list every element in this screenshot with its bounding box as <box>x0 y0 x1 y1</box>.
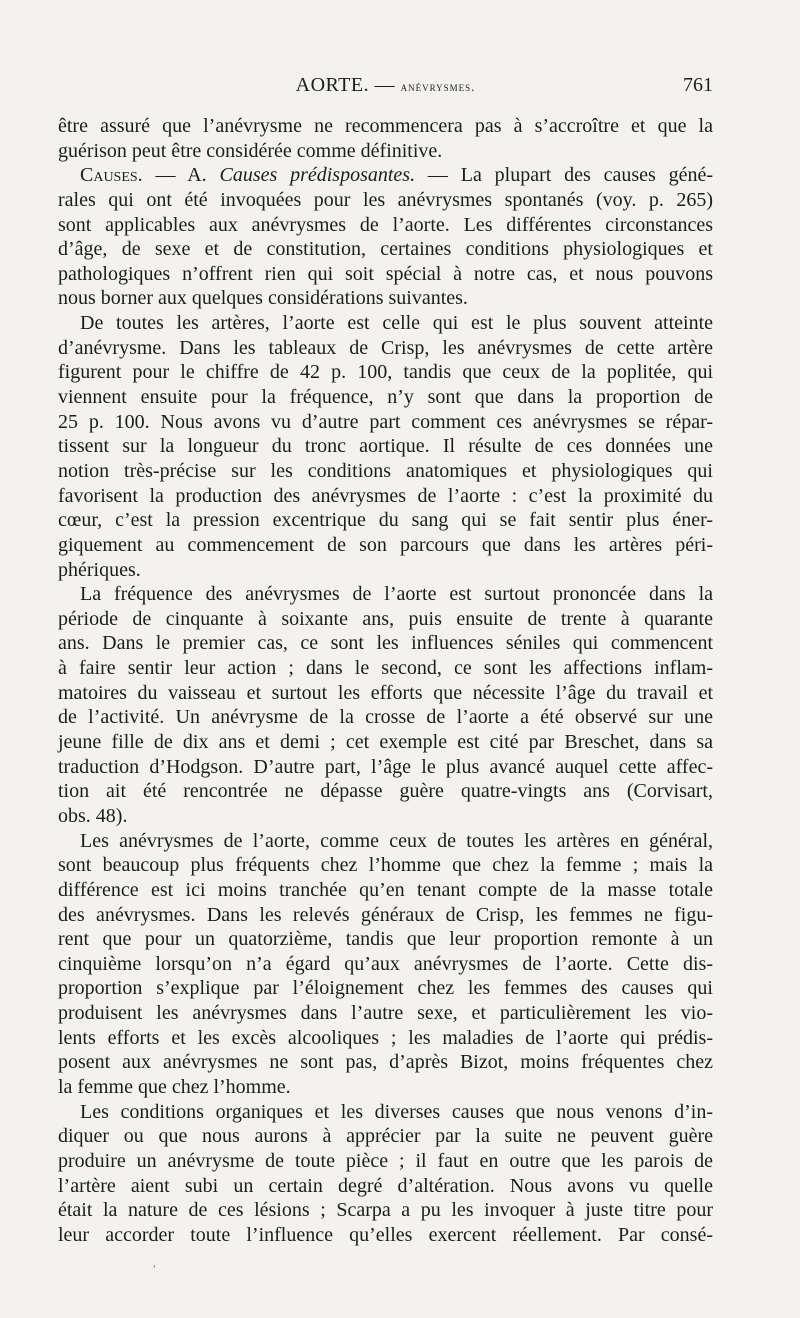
text-line: Les conditions organiques et les diverses causes que nous venons d’in- <box>80 1100 713 1123</box>
text-line: traduction d’Hodgson. D’autre part, l’âge le plus avancé auquel cette affec- <box>58 755 713 778</box>
text-line: nous borner aux quelques considérations suivantes. <box>58 287 468 310</box>
text-line: matoires du vaisseau et surtout les efforts que nécessite l’âge du travail et <box>58 681 713 704</box>
text-line: tissent sur la longueur du tronc aortique. Il résulte de ces données une <box>58 435 713 458</box>
text-line: viennent ensuite pour la fréquence, n’y sont que dans la proportion de <box>58 386 713 409</box>
text-line: d’anévrysme. Dans les tableaux de Crisp, les anévrysmes de cette artère <box>58 336 713 359</box>
text-line <box>58 163 713 188</box>
text-line: figurent pour le chiffre de 42 p. 100, tandis que ceux de la poplitée, qui <box>58 361 713 384</box>
text-line: différence est ici moins tranchée qu’en tenant compte de la masse totale <box>58 878 713 901</box>
text-line: proportion s’explique par l’éloignement chez les femmes des causes qui <box>58 977 713 1000</box>
text-line: de l’activité. Un anévrysme de la crosse de l’aorte a été observé sur une <box>58 706 713 729</box>
text-line: être assuré que l’anévrysme ne recommencera pas à s’accroître et que la <box>58 115 713 137</box>
text-line: obs. 48). <box>58 804 128 827</box>
text-line: sont applicables aux anévrysmes de l’aorte. Les différentes circonstances <box>58 213 713 236</box>
text-line: 25 p. 100. Nous avons vu d’autre part comment ces anévrysmes se répar- <box>58 410 713 433</box>
text-line: rent que pour un quatorzième, tandis que leur proportion remonte à un <box>58 928 713 951</box>
text-line: ans. Dans le premier cas, ce sont les influences séniles qui commencent <box>58 632 713 655</box>
text-line: d’âge, de sexe et de constitution, certaines conditions physiologiques et <box>58 238 713 261</box>
text-line: pathologiques n’offrent rien qui soit spécial à notre cas, et nous pouvons <box>58 262 713 285</box>
text-line: posent aux anévrysmes ne sont pas, d’après Bizot, moins fréquentes chez <box>58 1051 713 1074</box>
text-segment: — A. <box>142 164 220 187</box>
text-line: produire un anévrysme de toute pièce ; il faut en outre que les parois de <box>58 1149 713 1172</box>
text-line: De toutes les artères, l’aorte est celle qui est le plus souvent atteinte <box>80 312 713 335</box>
text-line: leur accorder toute l’influence qu’elles exercent réellement. Par consé- <box>58 1223 713 1246</box>
text-line: tion ait été rencontrée ne dépasse guère quatre-vingts ans (Corvisart, <box>58 780 713 803</box>
text-line: cinquième lorsqu’on n’a égard qu’aux anévrysmes de l’aorte. Cette dis- <box>58 952 713 975</box>
section-label: Causes. <box>80 164 143 187</box>
text-line: favorisent la production des anévrysmes de l’aorte : c’est la proximité du <box>58 484 713 507</box>
section-heading-italic: Causes prédisposantes. <box>219 164 416 187</box>
text-line: des anévrysmes. Dans les relevés généraux de Crisp, les femmes ne figu- <box>58 903 713 926</box>
text-line: rales qui ont été invoquées pour les anévrysmes spontanés (voy. p. 265) <box>58 188 713 211</box>
text-line: Les anévrysmes de l’aorte, comme ceux de toutes les artères en général, <box>80 829 713 852</box>
ink-mark: ˒ <box>152 1257 157 1272</box>
running-header <box>58 74 713 106</box>
text-line: jeune fille de dix ans et demi ; cet exemple est cité par Breschet, dans sa <box>58 731 713 754</box>
running-title-separator: — <box>374 74 396 96</box>
text-line: à faire sentir leur action ; dans le second, ce sont les affections inflam- <box>58 657 713 680</box>
text-line: cœur, c’est la pression excentrique du sang qui se fait sentir plus éner- <box>58 509 713 532</box>
text-line: giquement au commencement de son parcours que dans les artères péri- <box>58 533 713 556</box>
text-line: notion très-précise sur les conditions anatomiques et physiologiques qui <box>58 459 713 482</box>
text-line: guérison peut être considérée comme définitive. <box>58 139 443 162</box>
text-line: sont beaucoup plus fréquents chez l’homme que chez la femme ; mais la <box>58 854 713 877</box>
running-title-main: AORTE. <box>295 74 370 96</box>
text-line: phériques. <box>58 558 141 581</box>
body-text <box>58 114 713 1247</box>
text-line: lents efforts et les excès alcooliques ; les maladies de l’aorte qui prédis- <box>58 1026 713 1049</box>
text-line: la femme que chez l’homme. <box>58 1075 291 1098</box>
running-title-subject: anévrysmes. <box>400 79 476 94</box>
text-line: La fréquence des anévrysmes de l’aorte est surtout prononcée dans la <box>80 583 713 606</box>
running-title <box>58 74 713 97</box>
text-line: produisent les anévrysmes dans l’autre sexe, et particulièrement les vio- <box>58 1002 713 1025</box>
page-number: 761 <box>683 74 713 96</box>
text-segment: — La plupart des causes géné- <box>415 164 714 187</box>
text-line: période de cinquante à soixante ans, puis ensuite de trente à quarante <box>58 607 713 630</box>
text-line: était la nature de ces lésions ; Scarpa a pu les invoquer à juste titre pour <box>58 1199 713 1222</box>
text-line: diquer ou que nous aurons à apprécier par la suite ne peuvent guère <box>58 1125 713 1148</box>
text-line: l’artère aient subi un certain degré d’altération. Nous avons vu quelle <box>58 1174 713 1197</box>
